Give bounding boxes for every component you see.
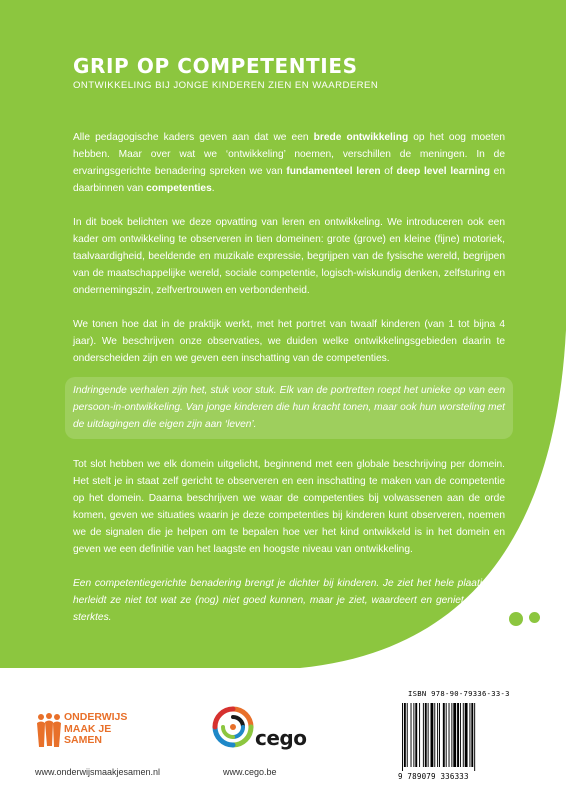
barcode-bar (434, 703, 435, 767)
onderwijs-url: www.onderwijsmaakjesamen.nl (35, 767, 161, 777)
decorative-dot-large (509, 612, 523, 626)
barcode-bar (431, 703, 434, 767)
paragraph-intro: Alle pedagogische kaders geven aan dat we een brede ontwikkeling op het oog moeten hebben. Maar over wat we ‘ontwikkeling’ noemen, verschillen de meningen. In de ervaringsgerichte benadering spreken we van fundamenteel leren of deep level learning en daarbinnen van competenties. (73, 132, 505, 194)
cego-url: www.cego.be (223, 767, 277, 777)
barcode-bar (460, 703, 461, 767)
barcode-bar (437, 703, 438, 767)
cego-wordmark: cego (255, 726, 307, 750)
barcode-bar (415, 703, 417, 767)
book-title: GRIP OP COMPETENTIES (73, 54, 358, 78)
cego-swirl-icon (211, 705, 255, 749)
decorative-dot-small (529, 612, 540, 623)
cego-logo (211, 699, 331, 755)
paragraph-domains: Tot slot hebben we elk domein uitgelicht, beginnend met een globale beschrijving per domein. Het stelt je in staat zelf gericht te observeren en een inschatting te maken van de competentie op het domein. Daarna beschrijven we waar de competenties bij volwassenen aan de orde komen, geven we situaties waarin je deze competenties bij kinderen kunt observeren, noemen we de signalen die je helpen om te bepalen hoe ver het kind ontwikkeld is in het domein en geven we een definitie van het laagste en hoogste niveau van ontwikkeling. (73, 459, 505, 555)
people-figures-icon (36, 713, 62, 749)
barcode-bar (419, 703, 420, 767)
paragraph-closing: Een competentiegerichte benadering brengt je dichter bij kinderen. Je ziet het hele plaatje. Je herleidt ze niet tot wat ze (nog) niet goed kunnen, maar je ziet, waardeert en geniet van hun sterktes. (73, 578, 505, 623)
barcode-bar (465, 703, 468, 767)
barcode-bar (407, 703, 408, 767)
book-subtitle: ONTWIKKELING BIJ JONGE KINDEREN ZIEN EN WAARDEREN (73, 80, 379, 91)
barcode-bar (443, 703, 445, 767)
barcode-bar (446, 703, 447, 767)
barcode-bar (449, 703, 450, 767)
paragraph-portraits: We tonen hoe dat in de praktijk werkt, met het portret van twaalf kinderen (van 1 tot bijna 4 jaar). We beschrijven onze observaties, we duiden welke ontwikkelingsgebieden daarin te onderscheiden zijn en we geven een inschatting van de competenties. (73, 319, 505, 364)
cover-text (73, 55, 505, 626)
barcode-bar (404, 703, 406, 767)
barcode-bar (469, 703, 470, 767)
isbn-label: ISBN 978-90-79336-33-3 (408, 689, 510, 698)
barcode-bar (474, 703, 475, 771)
barcode-bar (423, 703, 424, 767)
onderwijs-maak-je-samen-logo (36, 712, 166, 750)
barcode-bar (463, 703, 464, 767)
barcode-bar (413, 703, 414, 767)
barcode-bar (411, 703, 412, 767)
barcode-bar (439, 703, 440, 767)
quote-text: Indringende verhalen zijn het, stuk voor stuk. Elk van de portretten roept het unieke op van een persoon-in-ontwikkeling. Van jonge kinderen die hun kracht tonen, maar ook hun worsteling met de uitdagingen die eigen zijn aan ‘leven’. (73, 385, 505, 430)
barcode-bar (425, 703, 427, 767)
isbn-barcode (400, 703, 502, 771)
quote-box (65, 377, 513, 439)
barcode-bar (402, 703, 403, 771)
barcode-bar (453, 703, 456, 767)
onderwijs-logo-text: ONDERWIJS MAAK JE SAMEN (64, 711, 128, 746)
barcode-bar (457, 703, 459, 767)
barcode-bar (471, 703, 473, 767)
barcode-bar (428, 703, 429, 767)
barcode-bar (451, 703, 452, 767)
paragraph-framework: In dit boek belichten we deze opvatting van leren en ontwikkeling. We introduceren ook een kader om ontwikkeling te observeren in tien domeinen: grote (grove) en kleine (fijne) motoriek, taalvaardigheid, beeldende en muzikale expressie, begrijpen van de fysische wereld, begrijpen van de maatschappelijke wereld, sociale competentie, logisch-wiskundig denken, zelfsturing en ondernemingszin, zelfvertrouwen en verbondenheid. (73, 217, 505, 296)
barcode-number: 9 789079 336333 (398, 772, 469, 781)
